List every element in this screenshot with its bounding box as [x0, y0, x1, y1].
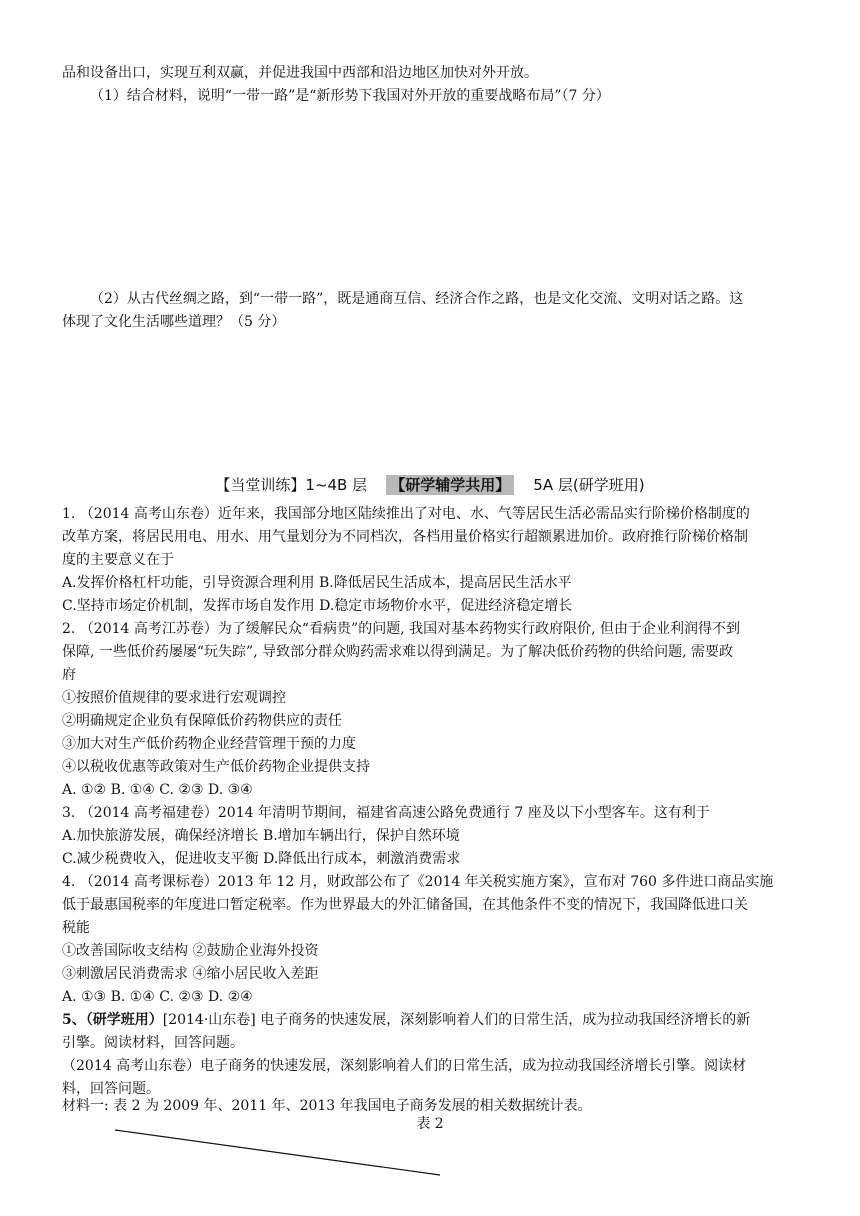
q5-line: （2014 高考山东卷）电子商务的快速发展，深刻影响着人们的日常生活，成为拉动我国经济增长引擎。阅读材 — [62, 1058, 747, 1074]
q2-item: ①按照价值规律的要求进行宏观调控 — [62, 690, 286, 706]
q1-option: C.坚持市场定价机制，发挥市场自发作用 D.稳定市场物价水平，促进经济稳定增长 — [62, 598, 573, 614]
question-2-prompt: （2）从古代丝绸之路，到“一带一路”，既是通商互信、经济合作之路，也是文化交流、文明对话之路。这 — [90, 291, 744, 307]
q2-item: ③加大对生产低价药物企业经营管理干预的力度 — [62, 736, 356, 752]
diagonal-rule — [115, 1130, 440, 1175]
q5-line: 料，回答问题。 — [62, 1081, 160, 1097]
q3-option: C.减少税费收入，促进收支平衡 D.降低出行成本，刺激消费需求 — [62, 851, 461, 867]
q1-line: 改革方案，将居民用电、用水、用气量划分为不同档次，各档用量价格实行超额累进加价。政府推行阶梯价格制 — [62, 529, 748, 545]
q1-line: 度的主要意义在于 — [62, 552, 174, 568]
heading-part-1: 【当堂训练】1~4B 层 — [215, 476, 368, 494]
q4-line: 4. （2014 高考课标卷）2013 年 12 月，财政部公布了《2014 年关税实施方案》，宣布对 760 多件进口商品实施 — [62, 874, 774, 890]
q4-item: ③刺激居民消费需求 ④缩小居民收入差距 — [62, 966, 319, 982]
q5-label: 5、（研学班用） — [62, 1012, 163, 1028]
text-line: 品和设备出口，实现互利双赢，并促进我国中西部和沿边地区加快对外开放。 — [62, 65, 538, 81]
q5-line: 引擎。阅读材料，回答问题。 — [62, 1035, 244, 1051]
q2-line: 保障, 一些低价药屡屡“玩失踪”, 导致部分群众购药需求难以得到满足。为了解决低价药物的供给问题, 需要政 — [62, 644, 734, 660]
q4-line: 低于最惠国税率的年度进口暂定税率。作为世界最大的外汇储备国，在其他条件不变的情况下，我国降低进口关 — [62, 897, 748, 913]
q4-options: A. ①③ B. ①④ C. ②③ D. ②④ — [62, 989, 253, 1005]
heading-highlight: 【研学辅学共用】 — [386, 475, 514, 495]
question-1-prompt: （1）结合材料，说明“一带一路”是“新形势下我国对外开放的重要战略布局”（7 分） — [90, 88, 610, 104]
q3-option: A.加快旅游发展，确保经济增长 B.增加车辆出行，保护自然环境 — [62, 828, 460, 844]
q4-line: 税能 — [62, 920, 90, 936]
q5-text: [2014·山东卷] 电子商务的快速发展，深刻影响着人们的日常生活，成为拉动我国经济增长的新 — [162, 1012, 751, 1028]
question-2-prompt-cont: 体现了文化生活哪些道理？（5 分） — [62, 314, 286, 330]
q2-options: A. ①② B. ①④ C. ②③ D. ③④ — [62, 782, 253, 798]
q3-line: 3. （2014 高考福建卷）2014 年清明节期间，福建省高速公路免费通行 7 座及以下小型客车。这有利于 — [62, 805, 710, 821]
table-caption: 表 2 — [416, 1116, 444, 1132]
q1-option: A.发挥价格杠杆功能，引导资源合理利用 B.降低居民生活成本，提高居民生活水平 — [62, 575, 572, 591]
q5-material: 材料一: 表 2 为 2009 年、2011 年、2013 年我国电子商务发展的相关数据统计表。 — [62, 1098, 592, 1114]
heading-part-3: 5A 层(研学班用) — [533, 476, 645, 494]
q2-item: ④以税收优惠等政策对生产低价药物企业提供支持 — [62, 759, 370, 775]
q2-line: 府 — [62, 667, 76, 683]
q4-item: ①改善国际收支结构 ②鼓励企业海外投资 — [62, 943, 319, 959]
q2-item: ②明确规定企业负有保障低价药物供应的责任 — [62, 713, 342, 729]
q1-line: 1. （2014 高考山东卷）近年来，我国部分地区陆续推出了对电、水、气等居民生活必需品实行阶梯价格制度的 — [62, 506, 750, 522]
q2-line: 2. （2014 高考江苏卷）为了缓解民众“看病贵”的问题, 我国对基本药物实行政府限价, 但由于企业利润得不到 — [62, 621, 740, 637]
